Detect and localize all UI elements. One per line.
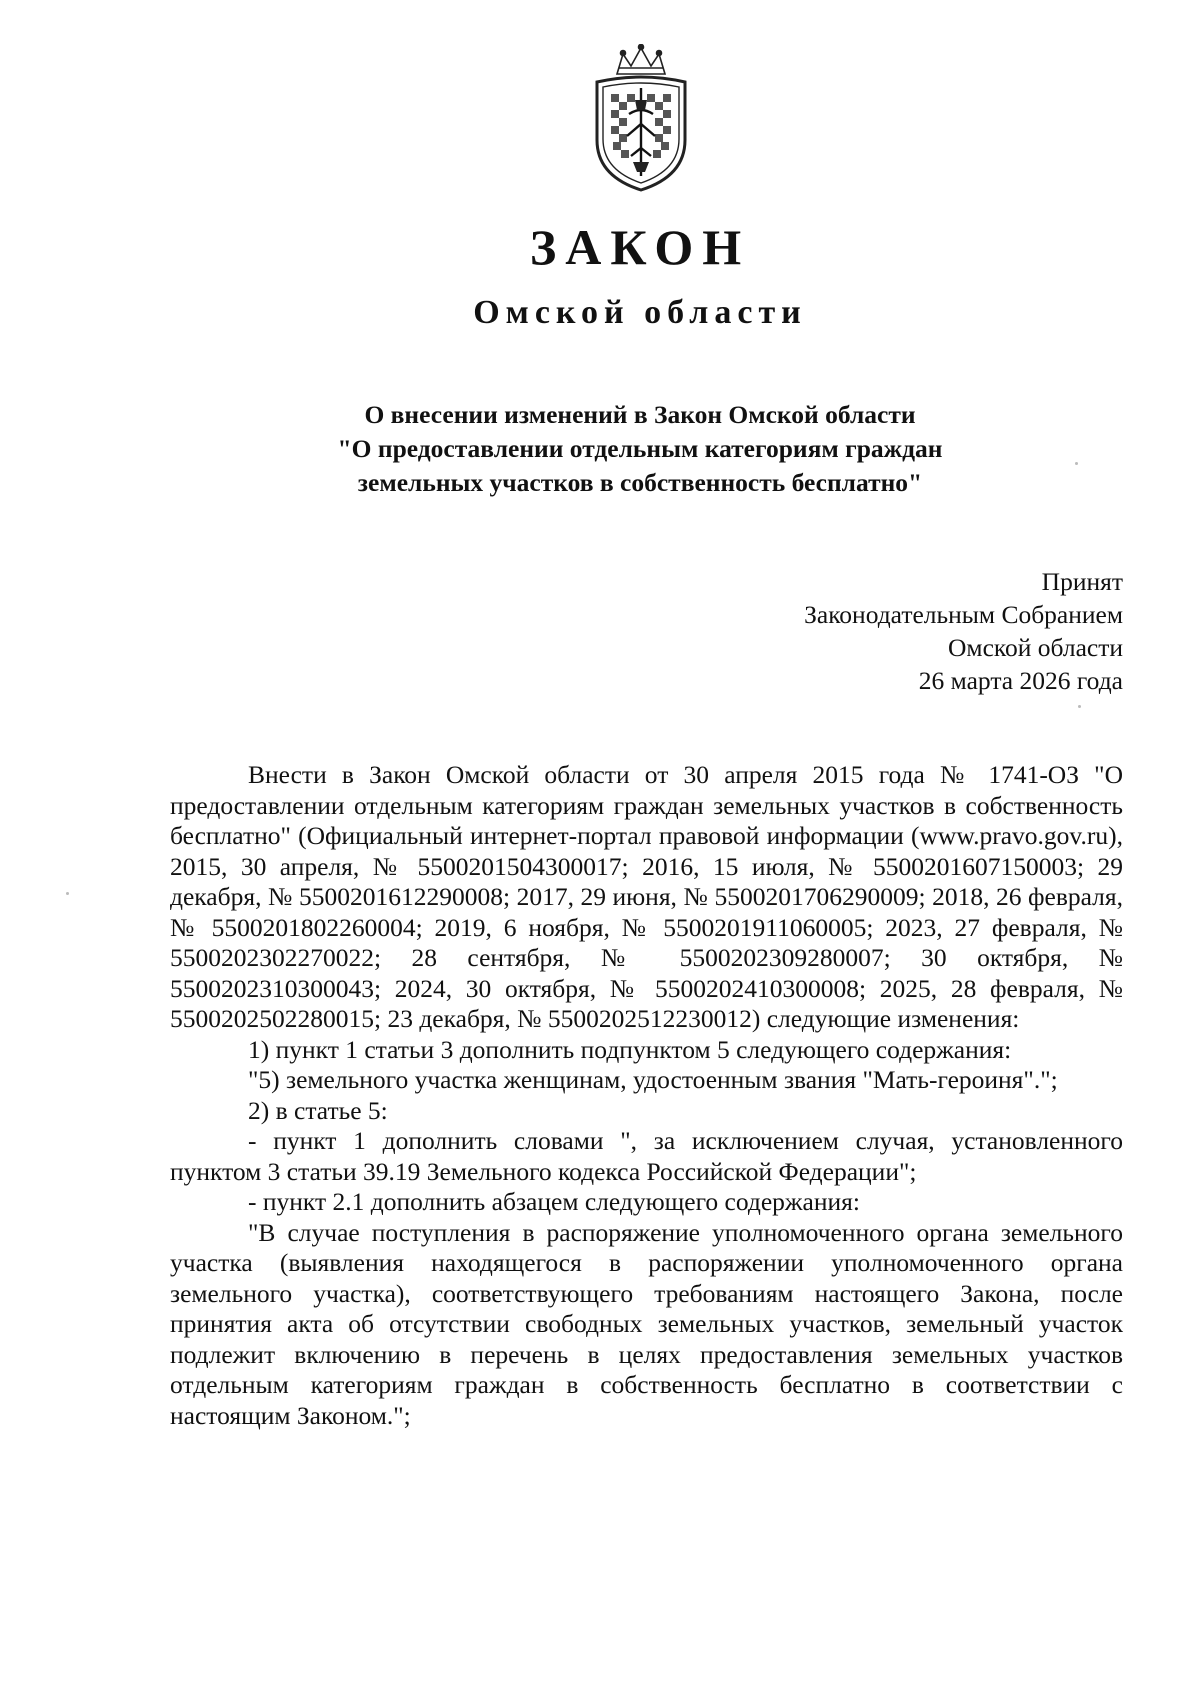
scan-speck	[1075, 462, 1078, 465]
body-paragraph: - пункт 2.1 дополнить абзацем следующего содержания:	[248, 1187, 860, 1216]
law-subject-line: "О предоставлении отдельным категориям граждан	[337, 434, 943, 463]
body-paragraph: "5) земельного участка женщинам, удостоенным звания "Мать-героиня".";	[248, 1065, 1058, 1094]
law-subject-line: земельных участков в собственность бесплатно"	[357, 468, 923, 497]
coat-of-arms-icon	[583, 44, 699, 194]
adoption-date: 26 марта 2026 года	[918, 666, 1123, 695]
law-body	[170, 760, 1123, 1431]
scan-speck	[1078, 705, 1081, 708]
document-title: ЗАКОН	[529, 219, 751, 275]
adoption-line: Омской области	[948, 633, 1123, 662]
adoption-block	[804, 565, 1123, 697]
body-paragraph: Внести в Закон Омской области от 30 апреля 2015 года № 1741-ОЗ "О предоставлении отдельным категориям граждан земельных участков в собственность бесплатно" (Официальный интернет-портал правовой информации (www.pravo.gov.ru), 2015, 30 апреля, № 5500201504300017; 2016, 15 июля, № 5500201607150003; 29 декабря, № 5500201612290008; 2017, 29 июня, № 5500201706290009; 2018, 26 февраля, № 5500201802260004; 2019, 6 ноября, № 5500201911060005; 2023, 27 февраля, № 5500202302270022; 28 сентября, № 5500202309280007; 30 октября, № 5500202310300043; 2024, 30 октября, № 5500202410300008; 2025, 28 февраля, № 5500202502280015; 23 декабря, № 5500202512230012) следующие изменения:	[170, 760, 1123, 1033]
adoption-line: Законодательным Собранием	[804, 600, 1123, 629]
body-paragraph: 2) в статье 5:	[248, 1095, 388, 1125]
adoption-line: Принят	[1041, 567, 1123, 596]
law-subject	[200, 398, 1080, 500]
document-region: Омской области	[473, 294, 807, 331]
body-paragraph: 1) пункт 1 статьи 3 дополнить подпунктом 5 следующего содержания:	[248, 1034, 1012, 1064]
scan-speck	[66, 892, 69, 895]
body-paragraph: "В случае поступления в распоряжение уполномоченного органа земельного участка (выявления находящегося в распоряжении уполномоченного органа земельного участка), соответствующего требованиям настоящего Закона, после принятия акта об отсутствии свободных земельных участков, земельный участок подлежит включению в перечень в целях предоставления земельных участков отдельным категориям граждан в собственность бесплатно в соответствии с настоящим Законом.";	[170, 1217, 1123, 1430]
law-subject-line: О внесении изменений в Закон Омской области	[364, 400, 916, 429]
body-paragraph: - пункт 1 дополнить словами ", за исключением случая, установленного пунктом 3 статьи 39.19 Земельного кодекса Российской Федерации";	[170, 1126, 1123, 1186]
